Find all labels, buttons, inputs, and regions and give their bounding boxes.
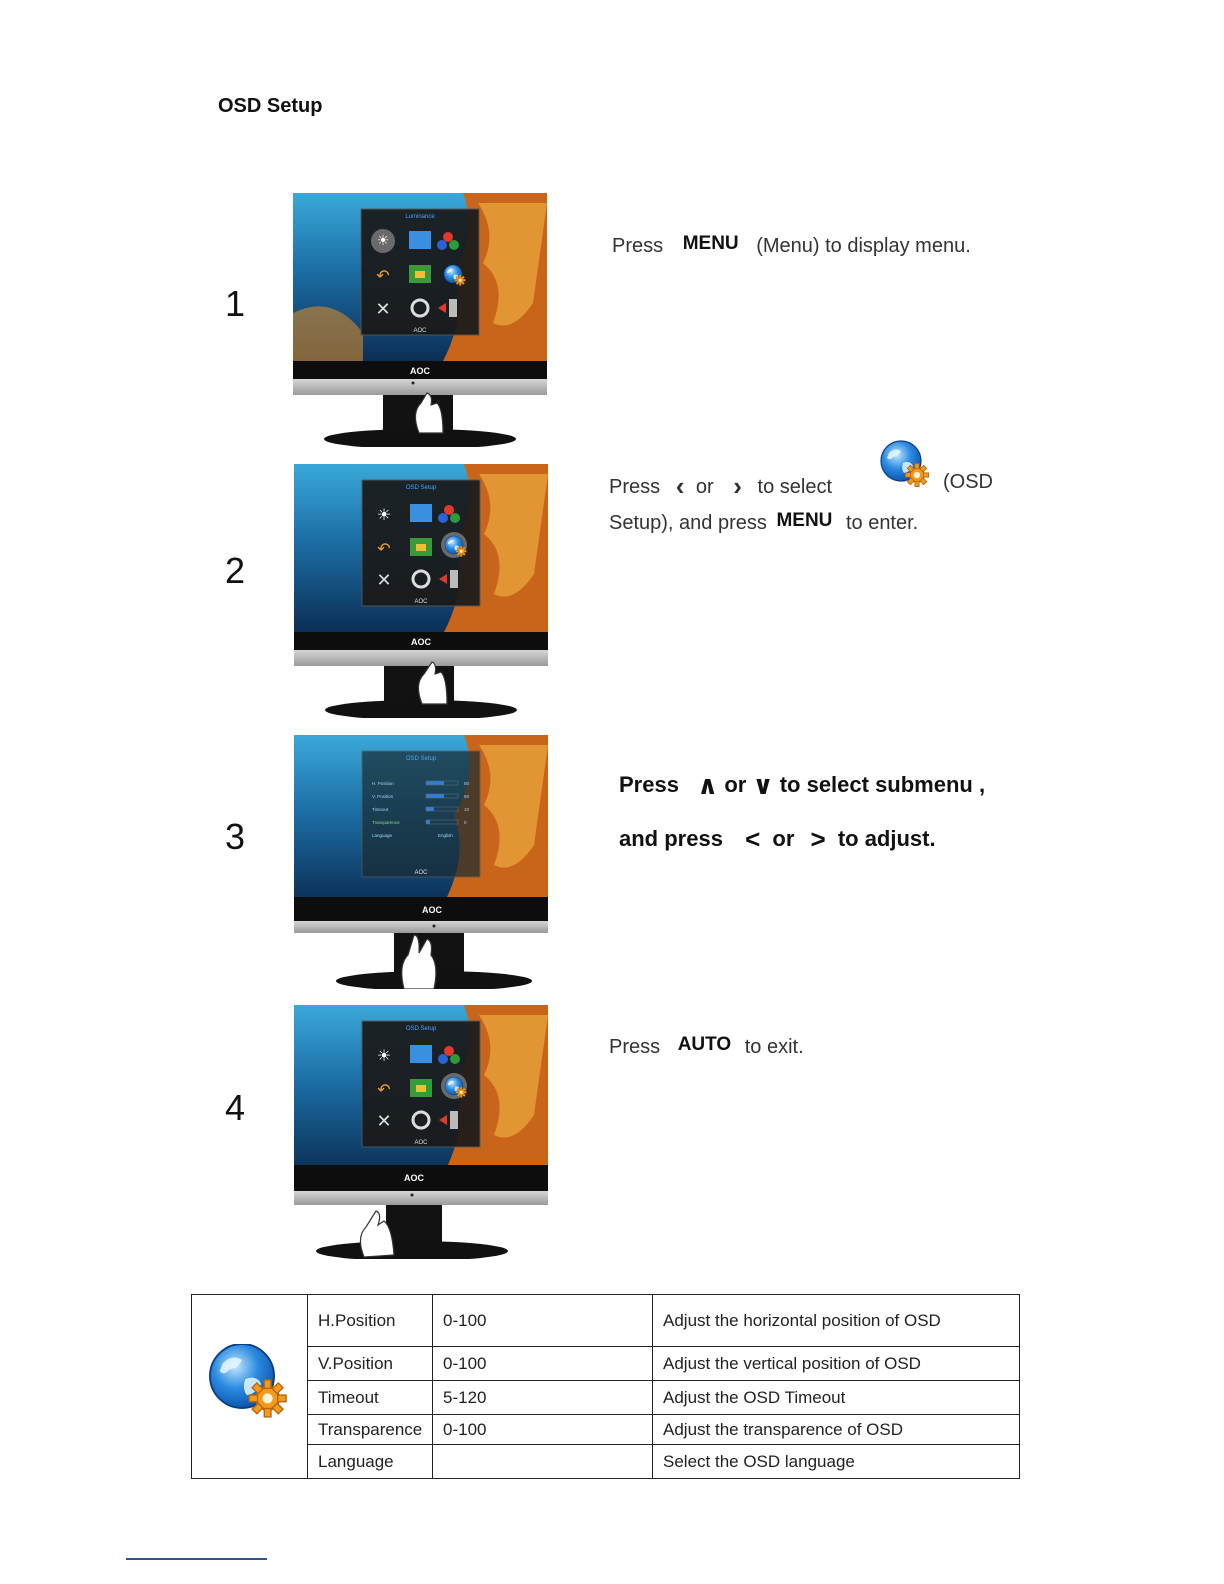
table-cell-description: Adjust the OSD Timeout <box>653 1381 1020 1415</box>
table-row <box>192 1347 1020 1381</box>
table-cell-description: Adjust the transparence of OSD <box>653 1415 1020 1445</box>
right-arrow-icon: › <box>733 471 742 501</box>
table-cell-description: Adjust the horizontal position of OSD <box>653 1295 1020 1347</box>
svg-text:✕: ✕ <box>375 299 391 319</box>
svg-text:Language: Language <box>372 833 393 838</box>
svg-text:OSD Setup: OSD Setup <box>405 756 437 762</box>
osd-setup-icon <box>875 437 931 489</box>
svg-text:☀: ☀ <box>376 232 390 248</box>
page-title: OSD Setup <box>218 95 323 117</box>
svg-text:OSD Setup: OSD Setup <box>405 485 437 491</box>
step-3-instruction-line2: and press < or > to adjust. <box>619 824 936 854</box>
svg-text:AOC: AOC <box>404 1173 424 1183</box>
up-arrow-icon: ∧ <box>697 770 719 800</box>
monitor-illustration-exit <box>294 1005 548 1259</box>
table-cell-item: Language <box>308 1445 433 1479</box>
svg-text:Timeout: Timeout <box>372 807 389 812</box>
table-cell-item: Transparence <box>308 1415 433 1445</box>
step-number-1: 1 <box>225 283 246 324</box>
table-row <box>192 1415 1020 1445</box>
svg-text:✕: ✕ <box>376 570 392 590</box>
table-row <box>192 1445 1020 1479</box>
step-number-4: 4 <box>225 1087 246 1128</box>
svg-text:50: 50 <box>464 781 470 786</box>
svg-text:Transparence: Transparence <box>372 820 400 825</box>
table-cell-description: Select the OSD language <box>653 1445 1020 1479</box>
svg-text:☀: ☀ <box>376 1048 392 1065</box>
table-icon-cell <box>192 1295 308 1479</box>
svg-text:V. Position: V. Position <box>372 794 394 799</box>
table-cell-range: 0-100 <box>433 1347 653 1381</box>
left-arrow-icon: ‹ <box>675 471 685 501</box>
left-arrow-icon: < <box>745 824 761 854</box>
monitor-illustration-main-menu <box>293 193 547 447</box>
table-row <box>192 1295 1020 1347</box>
osd-setup-globe-gear-icon <box>208 1344 292 1424</box>
table-cell-range <box>433 1445 653 1479</box>
table-row <box>192 1381 1020 1415</box>
menu-button-label: MENU <box>776 510 833 531</box>
footer-divider <box>126 1558 267 1560</box>
right-arrow-icon: > <box>810 824 826 854</box>
svg-text:AOC: AOC <box>414 1140 428 1146</box>
svg-text:AOC: AOC <box>413 328 427 334</box>
svg-text:0: 0 <box>464 820 467 825</box>
svg-text:AOC: AOC <box>422 905 442 915</box>
svg-text:English: English <box>438 833 453 838</box>
svg-text:✕: ✕ <box>376 1111 392 1131</box>
svg-text:AOC: AOC <box>414 870 428 876</box>
step-number-3: 3 <box>225 816 246 857</box>
osd-setup-settings-table <box>191 1294 1020 1479</box>
down-arrow-icon: ∨ <box>752 770 774 800</box>
table-cell-range: 5-120 <box>433 1381 653 1415</box>
svg-text:☀: ☀ <box>376 507 392 524</box>
monitor-illustration-osd-submenu <box>294 735 548 989</box>
table-cell-item: H.Position <box>308 1295 433 1347</box>
menu-button-label: MENU <box>682 233 739 254</box>
table-cell-item: V.Position <box>308 1347 433 1381</box>
table-cell-description: Adjust the vertical position of OSD <box>653 1347 1020 1381</box>
step-1-instruction: Press MENU (Menu) to display menu. <box>612 233 971 257</box>
table-cell-range: 0-100 <box>433 1415 653 1445</box>
monitor-illustration-osd-select <box>294 464 548 718</box>
svg-text:OSD Setup: OSD Setup <box>405 1026 437 1032</box>
svg-text:50: 50 <box>464 794 470 799</box>
osd-title: Luminance <box>405 214 435 220</box>
svg-text:H. Position: H. Position <box>372 781 394 786</box>
svg-text:10: 10 <box>464 807 470 812</box>
svg-text:AOC: AOC <box>411 637 431 647</box>
step-number-2: 2 <box>225 550 246 591</box>
step-2-instruction: Press ‹ or › to select (OSD Setup), and press MENU to enter. <box>609 437 1009 537</box>
auto-button-label: AUTO <box>677 1034 732 1055</box>
step-4-instruction: Press AUTO to exit. <box>609 1034 804 1058</box>
monitor-brand: AOC <box>410 366 430 376</box>
table-cell-item: Timeout <box>308 1381 433 1415</box>
step-3-instruction-line1: Press ∧ or ∨ to select submenu , <box>619 770 986 800</box>
svg-text:AOC: AOC <box>414 599 428 605</box>
svg-text:↶: ↶ <box>377 541 391 558</box>
table-cell-range: 0-100 <box>433 1295 653 1347</box>
svg-text:↶: ↶ <box>376 268 390 285</box>
svg-text:↶: ↶ <box>377 1082 391 1099</box>
